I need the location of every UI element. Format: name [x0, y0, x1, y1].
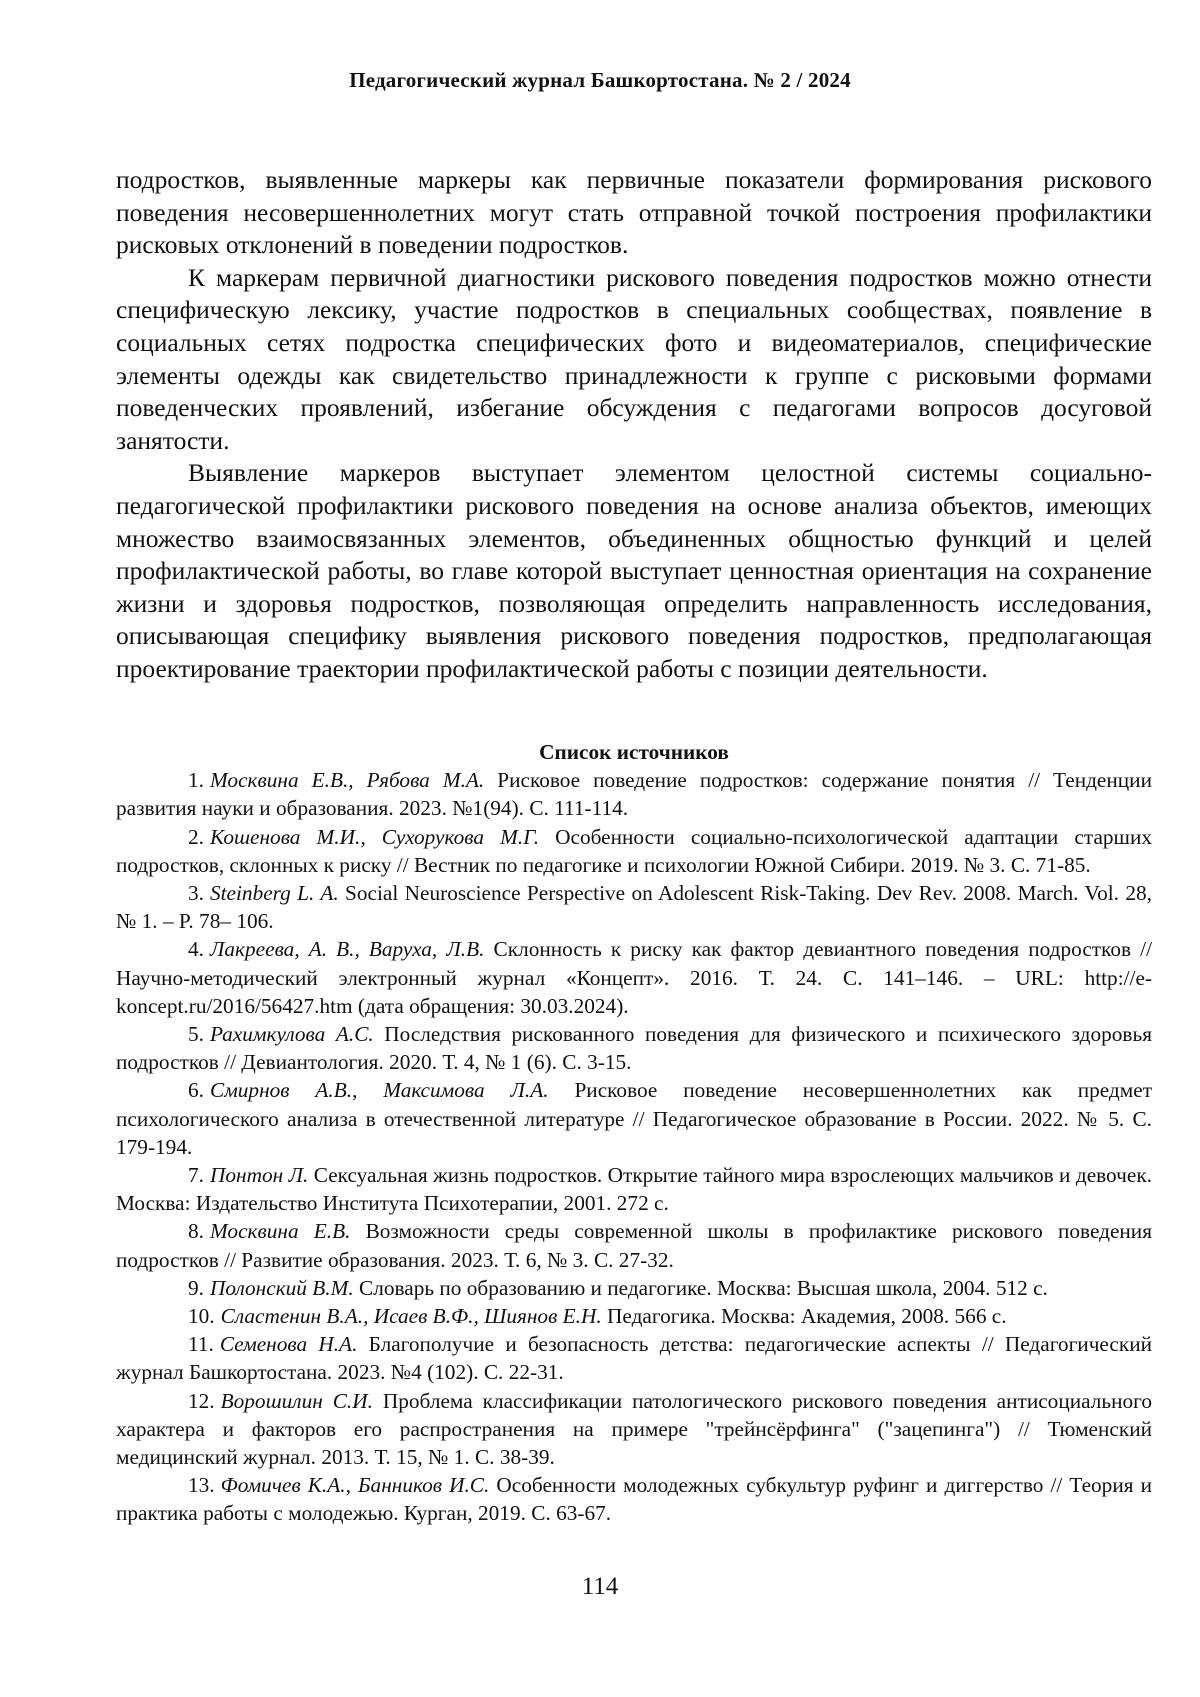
reference-item: [116, 766, 1152, 822]
reference-number: 1.: [188, 768, 204, 793]
reference-authors: Семенова Н.А.: [219, 1332, 358, 1357]
page-number: 114: [581, 1573, 619, 1600]
reference-item: [116, 1387, 1152, 1472]
running-header: Педагогический журнал Башкортостана. № 2 / 2024: [349, 68, 851, 92]
reference-authors: Полонский В.М.: [209, 1275, 354, 1300]
reference-authors: Сластенин В.А., Исаев В.Ф., Шиянов Е.Н.: [220, 1304, 602, 1329]
reference-number: 4.: [188, 937, 204, 962]
reference-item: [116, 935, 1152, 1020]
reference-number: 8.: [188, 1219, 204, 1244]
reference-authors: Смирнов А.В., Максимова Л.А.: [209, 1078, 549, 1103]
reference-number: 10.: [188, 1304, 215, 1329]
article-body: [116, 164, 1152, 686]
body-paragraph: К маркерам первичной диагностики рискового поведения подростков можно отнести специфическую лексику, участие подростков в специальных сообществах, появление в социальных сетях подростка специфических фото и видеоматериалов, специфические элементы одежды как свидетельство принадлежности к группе с рисковыми формами поведенческих проявлений, избегание обсуждения с педагогами вопросов досуговой занятости.: [116, 262, 1152, 455]
reference-item: [116, 823, 1152, 879]
reference-text: Склонность к риску как фактор девиантного поведения подростков // Научно-методический электронный журнал «Концепт». 2016. Т. 24. С. 141–146. – URL: http://e-koncept.ru/2016/56427.htm (дата обращения: 30.03.2024).: [116, 937, 1152, 1018]
reference-item: [116, 1161, 1152, 1217]
reference-text: Словарь по образованию и педагогике. Москва: Высшая школа, 2004. 512 с.: [353, 1275, 1048, 1300]
reference-authors: Москвина Е.В.: [209, 1219, 351, 1244]
body-paragraph: подростков, выявленные маркеры как первичные показатели формирования рискового поведения несовершеннолетних могут стать отправной точкой построения профилактики рисковых отклонений в поведении подростков.: [116, 165, 1152, 260]
reference-authors: Рахимкулова А.С.: [209, 1022, 374, 1047]
reference-authors: Кошенова М.И., Сухорукова М.Г.: [209, 824, 540, 849]
reference-text: Возможности среды современной школы в профилактике рискового поведения подростков // Развитие образования. 2023. Т. 6, № 3. С. 27-32.: [116, 1219, 1152, 1272]
reference-item: [116, 1274, 1152, 1302]
reference-text: Особенности социально-психологической адаптации старших подростков, склонных к риску // Вестник по педагогике и психологии Южной Сибири. 2019. № 3. С. 71-85.: [116, 824, 1152, 877]
reference-number: 6.: [188, 1078, 204, 1103]
reference-item: [116, 1330, 1152, 1386]
reference-authors: Лакреева, А. В., Варуха, Л.В.: [209, 937, 485, 962]
references-section: [116, 738, 1152, 1528]
reference-number: 13.: [188, 1473, 215, 1498]
reference-text: Особенности молодежных субкультур руфинг и диггерство // Теория и практика работы с молодежью. Курган, 2019. С. 63-67.: [116, 1473, 1152, 1526]
reference-text: Сексуальная жизнь подростков. Открытие тайного мира взрослеющих мальчиков и девочек. Москва: Издательство Института Психотерапии, 2001. 272 с.: [116, 1163, 1152, 1216]
reference-item: [116, 1471, 1152, 1527]
reference-number: 3.: [188, 881, 204, 906]
reference-item: [116, 1020, 1152, 1076]
reference-text: Проблема классификации патологического рискового поведения антисоциального характера и факторов его распространения на примере "трейнсёрфинга" ("зацепинга") // Тюменский медицинский журнал. 2013. Т. 15, № 1. С. 38-39.: [116, 1388, 1152, 1470]
reference-number: 5.: [188, 1022, 204, 1047]
reference-authors: Steinberg L. A.: [209, 881, 339, 906]
reference-item: [116, 1217, 1152, 1273]
reference-item: [116, 1302, 1152, 1330]
reference-text: Благополучие и безопасность детства: педагогические аспекты // Педагогический журнал Башкортостана. 2023. №4 (102). С. 22-31.: [116, 1332, 1152, 1385]
reference-number: 11.: [188, 1332, 214, 1357]
body-paragraph: Выявление маркеров выступает элементом целостной системы социально-педагогической профилактики рискового поведения на основе анализа объектов, имеющих множество взаимосвязанных элементов, объединенных общностью функций и целей профилактической работы, во главе которой выступает ценностная ориентация на сохранение жизни и здоровья подростков, позволяющая определить направленность исследования, описывающая специфику выявления рискового поведения подростков, предполагающая проектирование траектории профилактической работы с позиции деятельности.: [116, 458, 1152, 683]
reference-number: 9.: [188, 1275, 204, 1300]
reference-authors: Понтон Л.: [209, 1163, 309, 1188]
reference-text: Social Neuroscience Perspective on Adolescent Risk-Taking. Dev Rev. 2008. March. Vol. 28, № 1. – P. 78– 106.: [116, 881, 1152, 934]
reference-authors: Москвина Е.В., Рябова М.А.: [209, 768, 485, 793]
reference-item: [116, 1076, 1152, 1161]
reference-text: Рисковое поведение несовершеннолетних как предмет психологического анализа в отечественной литературе // Педагогическое образование в России. 2022. № 5. С. 179-194.: [116, 1078, 1153, 1159]
reference-text: Рисковое поведение подростков: содержание понятия // Тенденции развития науки и образования. 2023. №1(94). С. 111-114.: [116, 768, 1152, 821]
reference-authors: Фомичев К.А., Банников И.С.: [220, 1473, 490, 1498]
reference-number: 7.: [188, 1163, 204, 1188]
references-title: Список источников: [539, 740, 729, 764]
reference-text: Последствия рискованного поведения для физического и психического здоровья подростков // Девиантология. 2020. Т. 4, № 1 (6). С. 3-15.: [116, 1022, 1152, 1075]
reference-number: 12.: [188, 1388, 215, 1413]
reference-number: 2.: [188, 824, 204, 849]
reference-item: [116, 879, 1152, 935]
reference-text: Педагогика. Москва: Академия, 2008. 566 с.: [601, 1304, 1007, 1329]
reference-authors: Ворошилин С.И.: [220, 1388, 373, 1413]
